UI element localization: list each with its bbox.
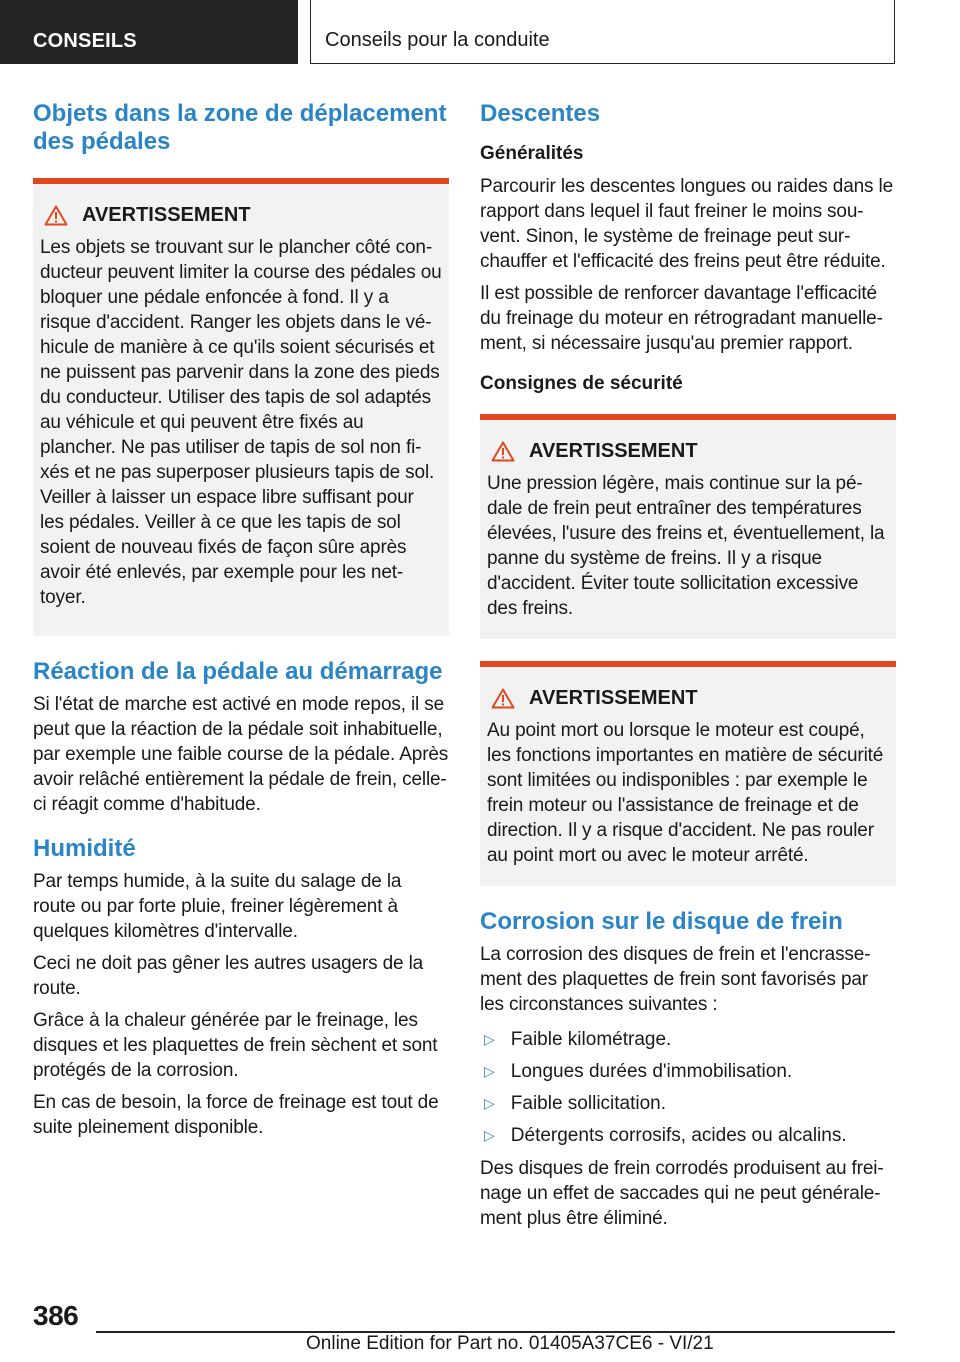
page-header — [0, 0, 960, 66]
warning-text: Au point mort ou lorsque le moteur est coupé, les fonctions importantes en matière de sécurité sont limitées ou indisponibles : par exemple le frein moteur ou l'assistance de freinage et de direction. Il y a risque d'accident. Ne pas rouler au point mort ou avec le moteur arrêté. — [487, 720, 884, 866]
triangle-bullet-icon: ▷ — [484, 1031, 495, 1047]
warning-box — [480, 414, 896, 639]
bullet-list — [480, 1027, 896, 1148]
paragraph: Ceci ne doit pas gêner les autres usagers de la route. — [33, 953, 424, 999]
warning-title: AVERTISSEMENT — [82, 204, 251, 226]
heading-corrosion: Corrosion sur le disque de frein — [480, 908, 843, 935]
left-column — [33, 100, 449, 1147]
heading-humidity: Humidité — [33, 835, 136, 862]
section-tab: CONSEILS — [0, 0, 298, 64]
paragraph: En cas de besoin, la force de freinage est tout de suite pleinement disponible. — [33, 1092, 439, 1138]
warning-title: AVERTISSEMENT — [529, 687, 698, 709]
warning-text: Les objets se trouvant sur le plancher côté conducteur peuvent limiter la course des pédales ou bloquer une pédale enfoncée à fond. Il y a risque d'accident. Ranger les objets dans le véhicule de manière à ce qu'ils soient sécurisés et ne puissent pas parvenir dans la zone des pieds du conducteur. Utiliser des tapis de sol adaptés au véhicule et qui peuvent être fixés au plancher. Ne pas utiliser de tapis de sol non fixés et ne pas superposer plusieurs tapis de sol. Veiller à laisser un espace libre suffisant pour les pédales. Veiller à ce que les tapis de sol soient de nouveau fixés de façon sûre après avoir été enlevés, par exemple pour les nettoyer. — [40, 237, 442, 608]
subheading-generalites: Généralités — [480, 143, 584, 164]
paragraph: Des disques de frein corrodés produisent au freinage un effet de saccades qui ne peut généralement plus être éliminé. — [480, 1158, 884, 1229]
chapter-title: Conseils pour la conduite — [310, 0, 895, 64]
edition-info: Online Edition for Part no. 01405A37CE6 - VI/21 — [306, 1333, 714, 1354]
triangle-bullet-icon: ▷ — [484, 1127, 495, 1143]
page-number: 386 — [33, 1300, 79, 1331]
right-column — [480, 100, 896, 1238]
list-item: ▷ Faible sollicitation. — [484, 1093, 667, 1114]
subheading-consignes: Consignes de sécurité — [480, 373, 683, 394]
list-item: ▷ Longues durées d'immobilisation. — [484, 1061, 793, 1082]
heading-objects: Objets dans la zone de déplacement des pédales — [33, 100, 447, 155]
triangle-bullet-icon: ▷ — [484, 1063, 495, 1079]
warning-triangle-icon — [491, 688, 515, 709]
paragraph: La corrosion des disques de frein et l'encrassement des plaquettes de frein sont favorisés par les circonstances suivantes : — [480, 944, 871, 1015]
list-item: ▷ Faible kilométrage. — [484, 1029, 672, 1050]
paragraph: Parcourir les descentes longues ou raides dans le rapport dans lequel il faut freiner le moins souvent. Sinon, le système de freinage peut surchauffer et l'efficacité des freins peut être réduite. — [480, 176, 894, 272]
paragraph: Il est possible de renforcer davantage l'efficacité du freinage du moteur en rétrogradant manuellement, si nécessaire jusqu'au premier rapport. — [480, 283, 883, 354]
paragraph: Si l'état de marche est activé en mode repos, il se peut que la réaction de la pédale soit inhabituelle, par exemple une faible course de la pédale. Après avoir relâché entièrement la pédale de frein, celle-ci réagit comme d'habitude. — [33, 694, 449, 815]
warning-text: Une pression légère, mais continue sur la pédale de frein peut entraîner des températures élevées, l'usure des freins et, éventuellement, la panne du système de freins. Il y a risque d'accident. Éviter toute sollicitation excessive des freins. — [487, 473, 885, 619]
paragraph: Par temps humide, à la suite du salage de la route ou par forte pluie, freiner légèrement à quelques kilomètres d'intervalle. — [33, 871, 402, 942]
warning-box — [33, 178, 449, 636]
warning-triangle-icon — [44, 205, 68, 226]
warning-box — [480, 661, 896, 886]
warning-title: AVERTISSEMENT — [529, 440, 698, 462]
heading-descentes: Descentes — [480, 100, 601, 127]
warning-triangle-icon — [491, 441, 515, 462]
paragraph: Grâce à la chaleur générée par le freinage, les disques et les plaquettes de frein sèchent et sont protégés de la corrosion. — [33, 1010, 438, 1081]
list-item: ▷ Détergents corrosifs, acides ou alcalins. — [484, 1125, 847, 1146]
triangle-bullet-icon: ▷ — [484, 1095, 495, 1111]
heading-reaction: Réaction de la pédale au démarrage — [33, 658, 443, 685]
